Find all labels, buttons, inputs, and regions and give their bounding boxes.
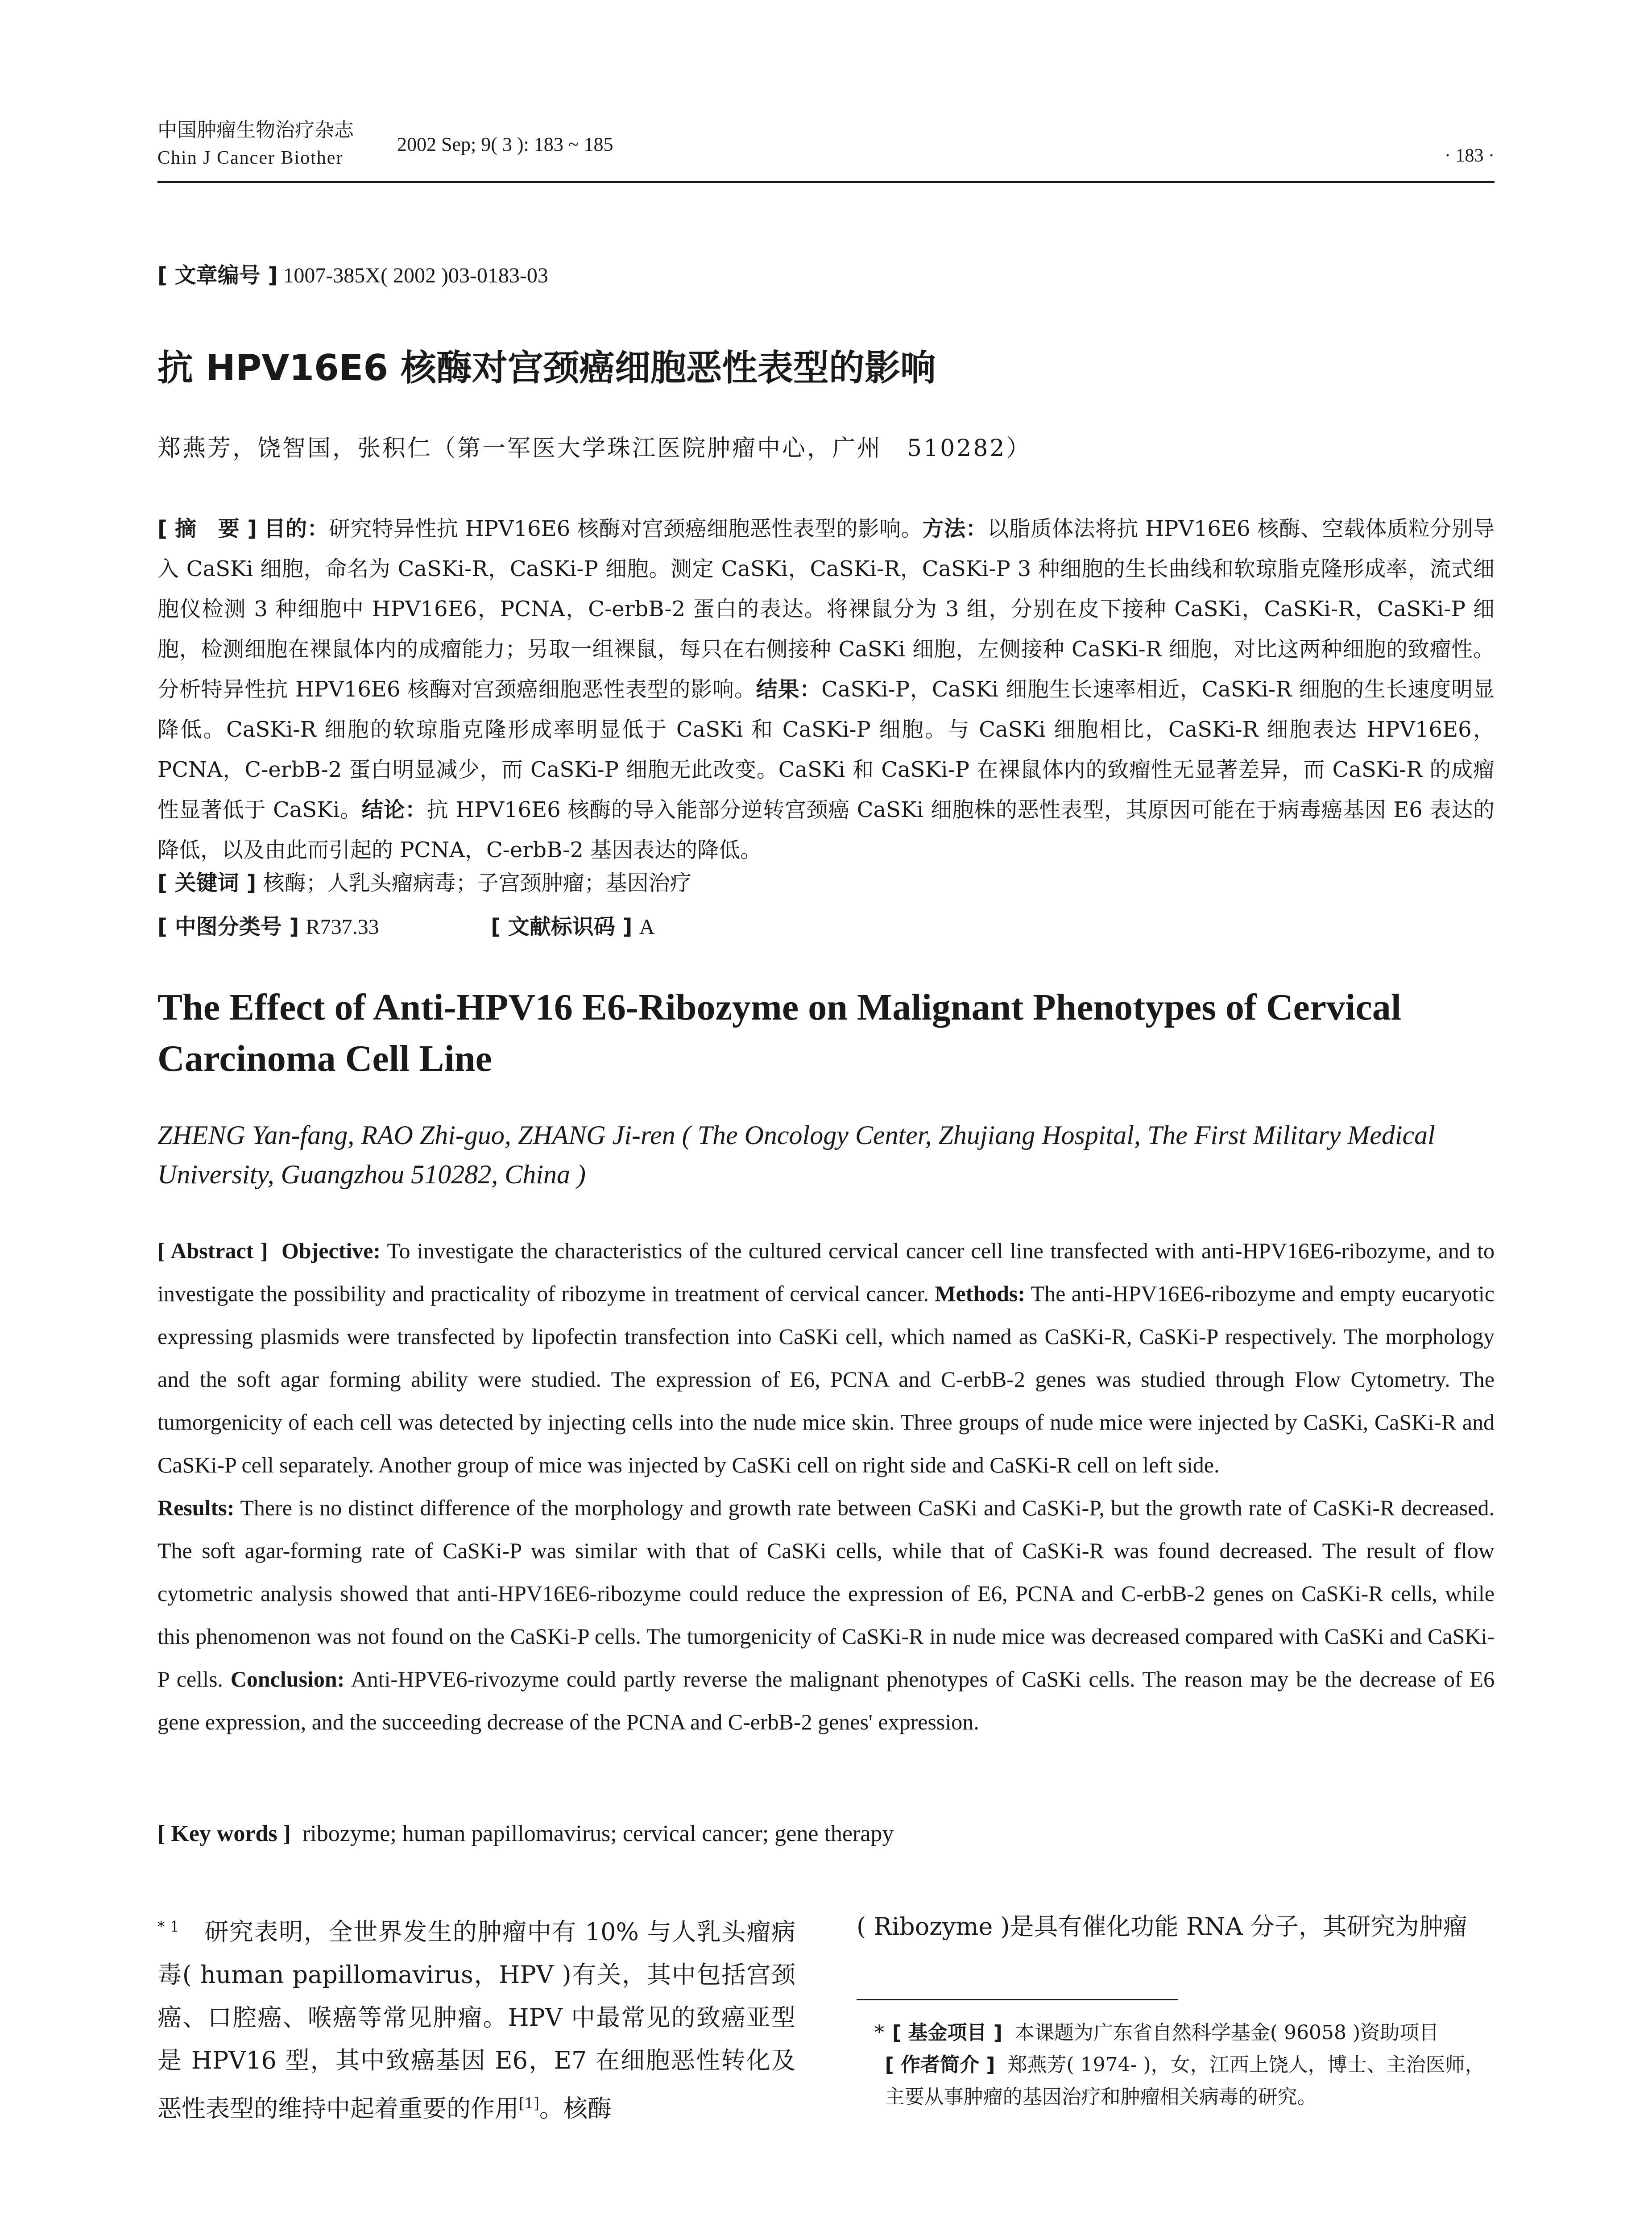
author-bio-label: [ 作者简介 ]: [885, 2053, 995, 2076]
footnotes: [874, 2017, 1495, 2113]
article-id-value: 1007-385X( 2002 )03-0183-03: [283, 264, 548, 287]
methods-label-cn: 方法：: [922, 516, 987, 541]
header-rule: [157, 181, 1495, 183]
authors-en: ZHENG Yan-fang, RAO Zhi-guo, ZHANG Ji-ren ( The Oncology Center, Zhujiang Hospital, The First Military Medical University, Guangzhou 510282, China ): [157, 1120, 1435, 1189]
citation-ref: [1]: [519, 2095, 539, 2112]
page-title-cn: 抗 HPV16E6 核酶对宫颈癌细胞恶性表型的影响: [157, 347, 936, 389]
abstract-cn: [157, 509, 1495, 870]
results-label-en: Results:: [157, 1495, 235, 1520]
keywords-en-label: [ Key words ]: [157, 1821, 291, 1846]
journal-name-en: Chin J Cancer Biother: [157, 148, 344, 168]
clc-label: [ 中图分类号 ]: [157, 914, 299, 939]
objective-en: To investigate the characteristics of the cultured cervical cancer cell line transfected with anti-HPV16E6-ribozyme, and to investigate the possibility and practicality of ribozyme in treatment of cervical cancer.: [157, 1238, 1495, 1306]
body-column-right: [857, 1905, 1495, 1948]
keywords-cn: [157, 866, 691, 896]
keywords-cn-label: [ 关键词 ]: [157, 871, 257, 896]
footnote-rule: [857, 1999, 1178, 2000]
body-text-left: 研究表明，全世界发生的肿瘤中有 10% 与人乳头瘤病毒( human papillomavirus，HPV )有关，其中包括宫颈癌、口腔癌、喉癌等常见肿瘤。HPV 中最常见的致癌亚型是 HPV16 型，其中致癌基因 E6，E7 在细胞恶性转化及恶性表型的维持中起着重要的作用: [157, 1918, 795, 2123]
objective-cn: 研究特异性抗 HPV16E6 核酶对宫颈癌细胞恶性表型的影响。: [328, 516, 923, 541]
journal-citation: 2002 Sep; 9( 3 ): 183 ~ 185: [397, 133, 613, 155]
objective-label-cn: 目的：: [264, 516, 329, 541]
page-number: · 183 ·: [1445, 145, 1495, 166]
footnote-marker: * 1: [157, 1918, 179, 1935]
body-text-right: ( Ribozyme )是具有催化功能 RNA 分子，其研究为肿瘤: [857, 1912, 1467, 1941]
results-en: There is no distinct difference of the morphology and growth rate between CaSKi and CaSKi-P, but the growth rate of CaSKi-R decreased. The soft agar-forming rate of CaSKi-P was similar with that of CaSKi cells, while that of CaSKi-R was found decreased. The result of flow cytometric analysis showed that anti-HPV16E6-ribozyme could reduce the expression of E6, PCNA and C-erbB-2 genes on CaSKi-R cells, while this phenomenon was not found on the CaSKi-P cells. The tumorgenicity of CaSKi-R in nude mice was decreased compared with CaSKi and CaSKi-P cells.: [157, 1495, 1495, 1692]
article-id: [157, 258, 548, 289]
doc-code-label: [ 文献标识码 ]: [491, 914, 633, 939]
footnote-fund: [874, 2017, 1495, 2049]
journal-name-cn: 中国肿瘤生物治疗杂志: [157, 119, 354, 141]
keywords-en: [157, 1820, 894, 1847]
footnote-star: *: [874, 2021, 884, 2044]
methods-cn: 以脂质体法将抗 HPV16E6 核酶、空载体质粒分别导入 CaSKi 细胞，命名为 CaSKi-R，CaSKi-P 细胞。测定 CaSKi，CaSKi-R，CaSKi-P 3 种细胞的生长曲线和软琼脂克隆形成率，流式细胞仪检测 3 种细胞中 HPV16E6，PCNA，C-erbB-2 蛋白的表达。将裸鼠分为 3 组，分别在皮下接种 CaSKi，CaSKi-R，CaSKi-P 细胞，检测细胞在裸鼠体内的成瘤能力；另取一组裸鼠，每只在右侧接种 CaSKi 细胞，左侧接种 CaSKi-R 细胞，对比这两种细胞的致瘤性。分析特异性抗 HPV16E6 核酶对宫颈癌细胞恶性表型的影响。: [157, 516, 1495, 702]
fund-label: [ 基金项目 ]: [892, 2021, 1002, 2044]
classification-row: [157, 909, 654, 940]
conclusion-label-cn: 结论：: [361, 797, 427, 822]
abstract-en-label: [ Abstract ]: [157, 1238, 268, 1263]
objective-label-en: Objective:: [281, 1238, 381, 1263]
keywords-en-value: ribozyme; human papillomavirus; cervical cancer; gene therapy: [302, 1821, 894, 1846]
conclusion-en: Anti-HPVE6-rivozyme could partly reverse the malignant phenotypes of CaSKi cells. The reason may be the decrease of E6 gene expression, and the succeeding decrease of the PCNA and C-erbB-2 genes' expression.: [157, 1667, 1495, 1734]
body-text-left-tail: 。核酶: [539, 2094, 612, 2123]
results-cn: CaSKi-P，CaSKi 细胞生长速率相近，CaSKi-R 细胞的生长速度明显降低。CaSKi-R 细胞的软琼脂克隆形成率明显低于 CaSKi 和 CaSKi-P 细胞。与 CaSKi 细胞相比，CaSKi-R 细胞表达 HPV16E6，PCNA，C-erbB-2 蛋白明显减少，而 CaSKi-P 细胞无此改变。CaSKi 和 CaSKi-P 在裸鼠体内的致瘤性无显著差异，而 CaSKi-R 的成瘤性显著低于 CaSKi。: [157, 677, 1495, 822]
abstract-en: [157, 1229, 1495, 1743]
authors-cn: 郑燕芳，饶智国，张积仁（第一军医大学珠江医院肿瘤中心，广州 510282）: [157, 435, 1031, 462]
keywords-cn-value: 核酶；人乳头瘤病毒；子宫颈肿瘤；基因治疗: [263, 871, 691, 896]
footnote-author: [874, 2049, 1495, 2113]
doc-code-value: A: [639, 915, 655, 939]
abstract-cn-label: [ 摘 要 ]: [157, 516, 257, 541]
page-title-en: The Effect of Anti-HPV16 E6-Ribozyme on Malignant Phenotypes of Cervical Carcinoma Cell Line: [157, 987, 1402, 1079]
body-column-left: [157, 1905, 795, 2130]
fund-text: 本课题为广东省自然科学基金( 96058 )资助项目: [1014, 2021, 1439, 2044]
clc-value: R737.33: [306, 915, 379, 939]
methods-label-en: Methods:: [935, 1281, 1026, 1306]
methods-en: The anti-HPV16E6-ribozyme and empty eucaryotic expressing plasmids were transfected by lipofectin transfection into CaSKi cell, which named as CaSKi-R, CaSKi-P respectively. The morphology and the soft agar forming ability were studied. The expression of E6, PCNA and C-erbB-2 genes was studied through Flow Cytometry. The tumorgenicity of each cell was detected by injecting cells into the nude mice skin. Three groups of nude mice were injected by CaSKi, CaSKi-R and CaSKi-P cell separately. Another group of mice was injected by CaSKi cell on right side and CaSKi-R cell on left side.: [157, 1281, 1495, 1477]
author-bio-text: 郑燕芳( 1974- )，女，江西上饶人，博士、主治医师，主要从事肿瘤的基因治疗和肿瘤相关病毒的研究。: [885, 2053, 1485, 2108]
conclusion-cn: 抗 HPV16E6 核酶的导入能部分逆转宫颈癌 CaSKi 细胞株的恶性表型，其原因可能在于病毒癌基因 E6 表达的降低，以及由此而引起的 PCNA，C-erbB-2 基因表达的降低。: [157, 797, 1495, 863]
conclusion-label-en: Conclusion:: [230, 1667, 345, 1692]
results-label-cn: 结果：: [756, 677, 822, 702]
article-id-label: [ 文章编号 ]: [157, 263, 278, 288]
